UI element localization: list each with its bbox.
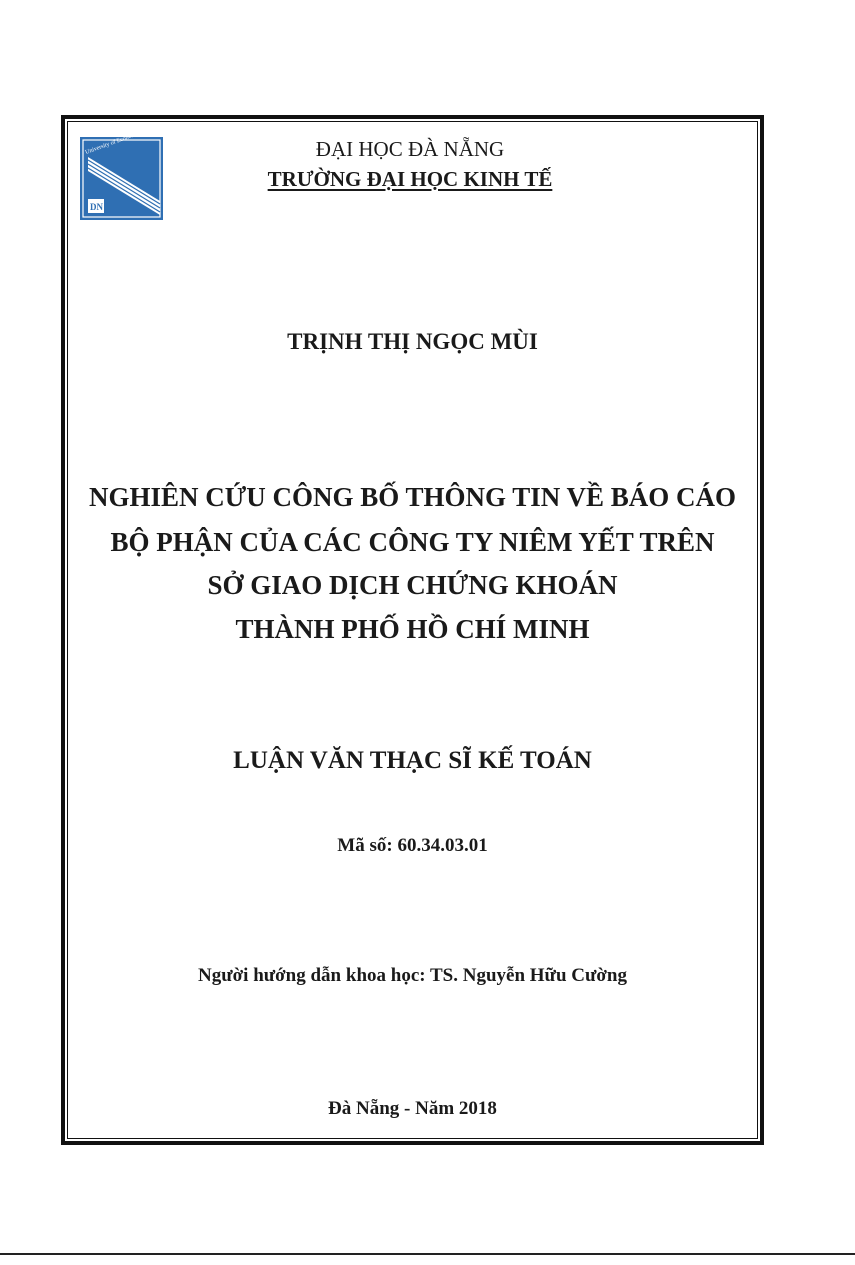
advisor-line: Người hướng dẫn khoa học: TS. Nguyễn Hữu Cường bbox=[198, 965, 627, 986]
school-name: TRƯỜNG ĐẠI HỌC KINH TẾ bbox=[267, 167, 553, 191]
thesis-title-line: BỘ PHẬN CỦA CÁC CÔNG TY NIÊM YẾT TRÊN bbox=[110, 527, 715, 557]
degree-title: LUẬN VĂN THẠC SĨ KẾ TOÁN bbox=[233, 747, 592, 774]
university-parent-name: ĐẠI HỌC ĐÀ NẴNG bbox=[315, 137, 505, 161]
place-and-year: Đà Nẵng - Năm 2018 bbox=[328, 1098, 497, 1119]
author-name: TRỊNH THỊ NGỌC MÙI bbox=[287, 329, 538, 354]
page-bottom-rule bbox=[0, 1253, 855, 1255]
thesis-title-line: THÀNH PHỐ HỒ CHÍ MINH bbox=[235, 614, 590, 644]
thesis-title-line: NGHIÊN CỨU CÔNG BỐ THÔNG TIN VỀ BÁO CÁO bbox=[88, 482, 737, 512]
program-code: Mã số: 60.34.03.01 bbox=[337, 835, 488, 856]
logo-badge: DN bbox=[90, 202, 103, 212]
thesis-title-line: SỞ GIAO DỊCH CHỨNG KHOÁN bbox=[207, 570, 618, 600]
university-logo bbox=[80, 137, 163, 220]
